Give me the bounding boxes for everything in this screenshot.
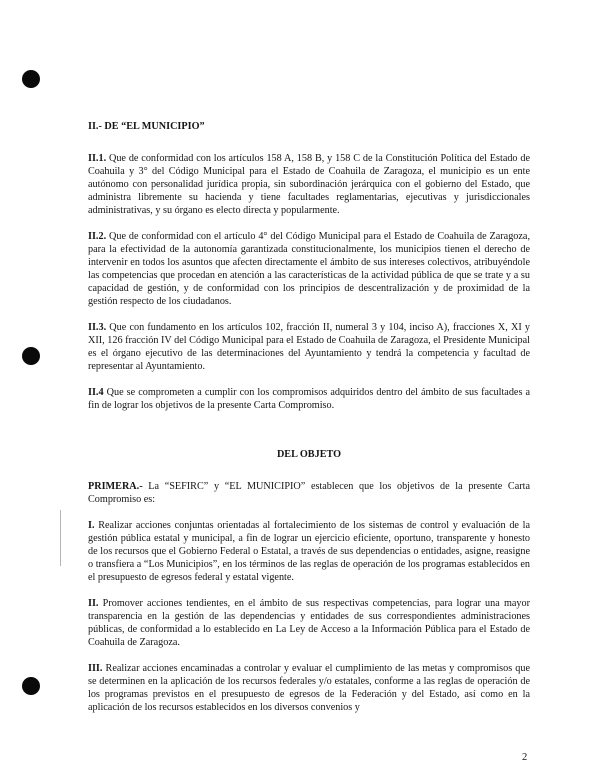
paragraph-ii-4 — [88, 386, 530, 412]
punch-hole-bottom — [22, 677, 40, 695]
item-label: II. — [88, 598, 99, 609]
page-number: 2 — [522, 752, 528, 763]
paragraph-text: Que con fundamento en los artículos 102, fracción II, numeral 3 y 104, inciso A), fracciones X, XI y XII, 126 fracción IV del Código Municipal para el Estado de Coahuila de Zaragoza, el Presidente Municipal es el órgano ejecutivo de las determinaciones del Ayuntamiento y tendrá la competencia y facultad de representar al Ayuntamiento. — [88, 322, 530, 372]
paragraph-label: II.2. — [88, 231, 107, 242]
paragraph-label: II.1. — [88, 153, 107, 164]
paragraph-label: II.3. — [88, 322, 107, 333]
section-heading-municipio: II.- DE “EL MUNICIPIO” — [88, 121, 205, 132]
item-text: Realizar acciones encaminadas a controlar y evaluar el cumplimiento de las metas y compromisos que se determinen en la aplicación de los recursos federales y/o estatales, conforme a las reglas de operación de los programas previstos en el presupuesto de egresos de la Federación y del Estado, así como en la aplicación de los recursos establecidos en los diversos convenios y — [88, 663, 530, 713]
paragraph-text: Que de conformidad con los artículos 158 A, 158 B, y 158 C de la Constitución Política del Estado de Coahuila y 3° del Código Municipal para el Estado de Coahuila de Zaragoza, el municipio es un ente autónomo con personalidad jurídica propia, sin subordinación jerárquica con el gobierno del Estado, que administra libremente su hacienda y tiene facultades reglamentarias, ejecutivas y jurisdiccionales administrativas, y su órgano es electo directa y popularmente. — [88, 153, 530, 216]
paragraph-label: II.4 — [88, 387, 104, 398]
punch-hole-middle — [22, 347, 40, 365]
paragraph-ii-1 — [88, 152, 530, 217]
clause-label: PRIMERA.- — [88, 481, 143, 492]
objective-item-i — [88, 519, 530, 584]
clause-primera — [88, 480, 530, 506]
objective-item-iii — [88, 662, 530, 714]
paragraph-text: Que se comprometen a cumplir con los compromisos adquiridos dentro del ámbito de sus facultades a fin de lograr los objetivos de la presente Carta Compromiso. — [88, 387, 530, 411]
paragraph-ii-3 — [88, 321, 530, 373]
clause-text: La “SEFIRC” y “EL MUNICIPIO” establecen que los objetivos de la presente Carta Compromiso es: — [88, 481, 530, 505]
paragraph-text: Que de conformidad con el artículo 4° del Código Municipal para el Estado de Coahuila de Zaragoza, para la efectividad de la autonomía garantizada constitucionalmente, los municipios tienen el derecho de intervenir en todos los asuntos que afecten directamente el ámbito de sus intereses colectivos, atribuyéndole las competencias que procedan en atención a las características de la actividad pública de que se trate y a su capacidad de gestión, y de conformidad con los principios de descentralización y de proximidad de la gestión respecto de los ciudadanos. — [88, 231, 530, 307]
margin-mark — [60, 510, 61, 566]
item-label: I. — [88, 520, 95, 531]
item-text: Realizar acciones conjuntas orientadas al fortalecimiento de los sistemas de control y evaluación de la gestión pública estatal y municipal, a fin de lograr un ejercicio eficiente, oportuno, transparente y honesto de los recursos que el Gobierno Federal o Estatal, a través de sus dependencias o entidades, asigne, reasigne o transfiera a “Los Municipios”, en los términos de las reglas de operación de los programas establecidos en el presupuesto de egresos federal y estatal vigente. — [88, 520, 530, 583]
document-body — [88, 120, 530, 727]
section-heading-objeto: DEL OBJETO — [276, 449, 342, 460]
paragraph-ii-2 — [88, 230, 530, 308]
item-label: III. — [88, 663, 103, 674]
objective-item-ii — [88, 597, 530, 649]
punch-hole-top — [22, 70, 40, 88]
item-text: Promover acciones tendientes, en el ámbito de sus respectivas competencias, para lograr una mayor transparencia en la gestión de las dependencias y entidades de sus correspondientes administraciones públicas, de conformidad a lo establecido en La Ley de Acceso a la Información Pública para el Estado de Coahuila de Zaragoza. — [88, 598, 530, 648]
